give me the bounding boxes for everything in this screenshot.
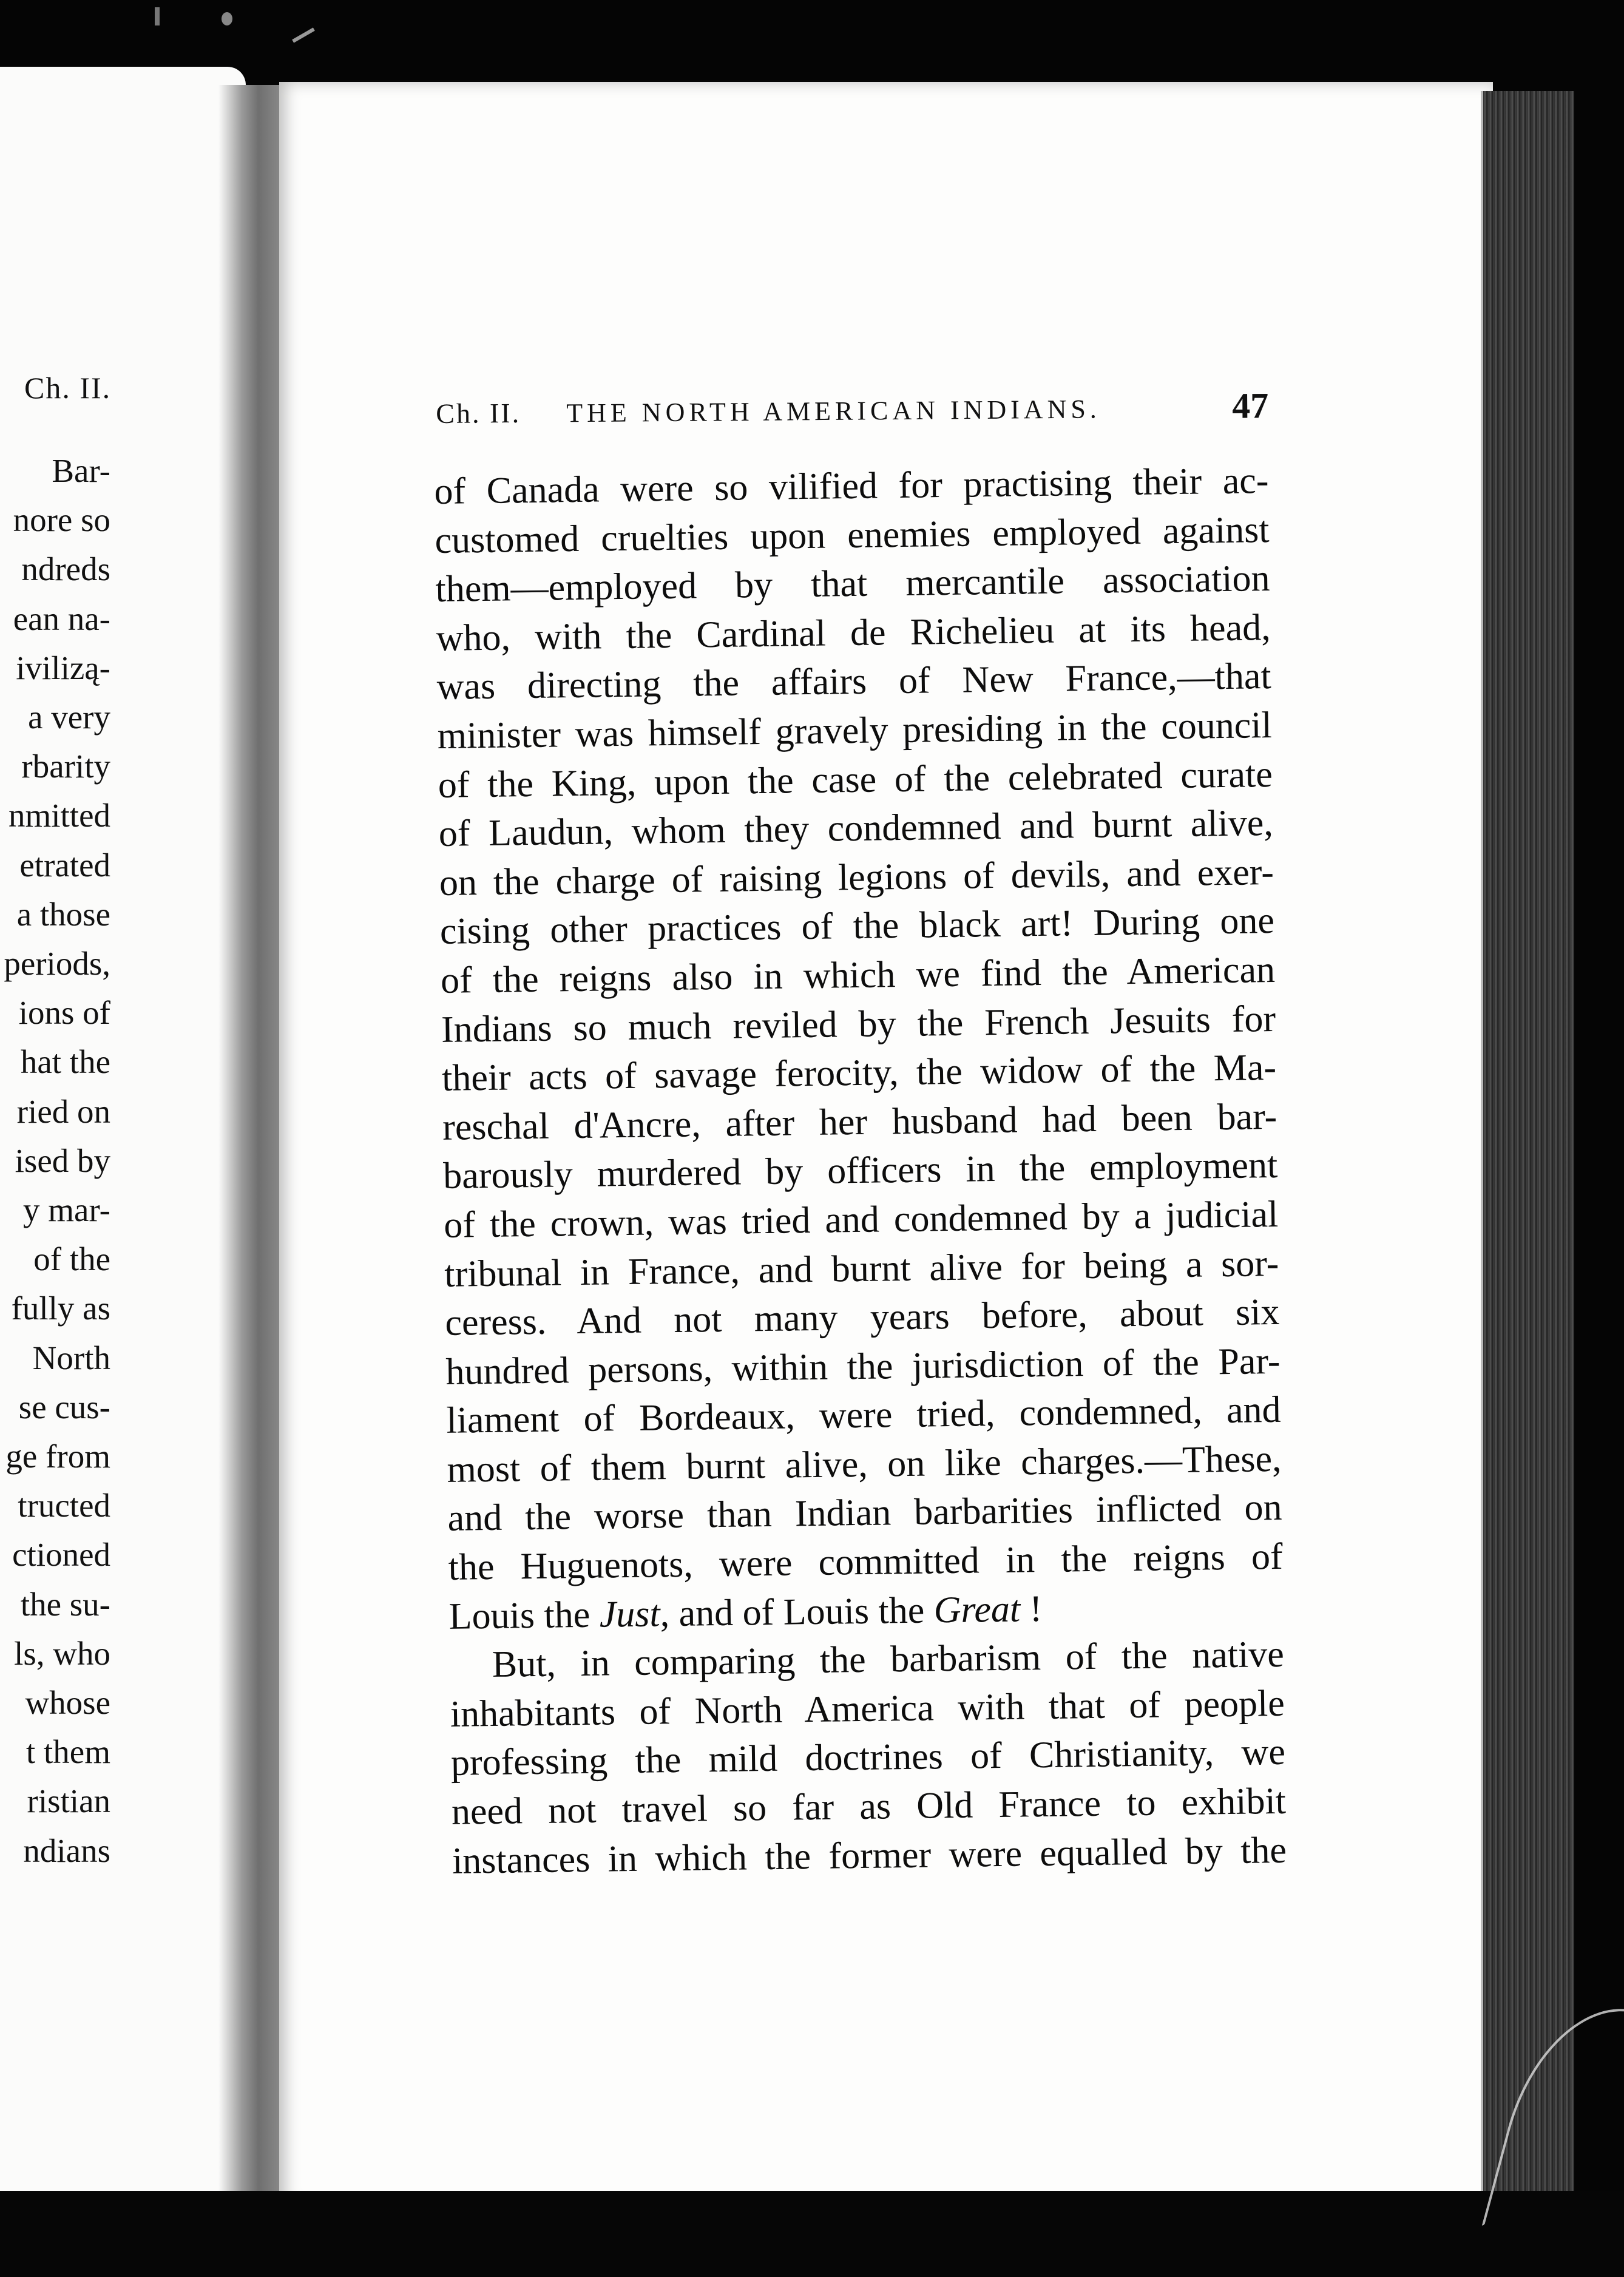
text-line-fragment: ried on (16, 1092, 110, 1130)
text-line: But, in comparing the barbarism of the native (492, 1634, 1285, 1686)
text-line-fragment: a very (28, 699, 110, 736)
text-line-fragment: ristian (27, 1782, 110, 1820)
text-line-fragment: nmitted (8, 797, 110, 834)
text-line-fragment: Bar- (52, 452, 110, 489)
text-line: Indians so much reviled by the French Jesuits for (441, 998, 1276, 1051)
text-line-fragment: ge from (5, 1438, 110, 1475)
text-line: minister was himself gravely presiding in the council (437, 704, 1273, 757)
text-line-fragment: ean na- (13, 600, 110, 637)
text-line-fragment: y mar- (23, 1191, 110, 1229)
page-body-text (434, 456, 1287, 1886)
running-head (436, 385, 1269, 440)
text-line: of the crown, was tried and condemned by a judicial (443, 1193, 1279, 1246)
text-run: ! (1020, 1588, 1043, 1630)
text-line-fragment: ivilizą- (16, 649, 110, 686)
text-line-fragment: a those (16, 895, 110, 933)
text-line: most of them burnt alive, on like charges.—These, (447, 1438, 1282, 1490)
text-line-fragment: fully as (11, 1290, 110, 1327)
text-line: customed cruelties upon enemies employed against (435, 509, 1270, 561)
text-line: of the reigns also in which we find the American (440, 949, 1276, 1001)
text-line: need not travel so far as Old France to exhibit (451, 1780, 1287, 1833)
text-line-fragment: nore so (13, 501, 110, 539)
paragraph (449, 1630, 1287, 1886)
text-line-fragment: of the (33, 1240, 110, 1278)
text-run: , and of Louis the (660, 1589, 935, 1634)
text-line: who, with the Cardinal de Richelieu at its head, (436, 606, 1271, 659)
text-line-fragment: whose (25, 1684, 110, 1722)
text-line: inhabitants of North America with that of people (450, 1682, 1285, 1735)
text-line: liament of Bordeaux, were tried, condemned, and (446, 1389, 1281, 1442)
text-line: barously murdered by officers in the employment (442, 1145, 1278, 1197)
page-fore-edge (1481, 91, 1574, 2221)
book-title: THE NORTH AMERICAN INDIANS. (566, 394, 1101, 428)
text-line: cising other practices of the black art! During one (439, 900, 1275, 953)
text-line: of the King, upon the case of the celebrated curate (438, 753, 1273, 806)
text-line: their acts of savage ferocity, the widow of the Ma- (441, 1047, 1277, 1100)
paragraph (434, 456, 1283, 1592)
text-line: tribunal in France, and burnt alive for being a sor- (444, 1242, 1279, 1295)
text-line: on the charge of raising legions of devils, and exer- (439, 851, 1274, 904)
dust-speck (155, 7, 160, 25)
italic-text: Just (599, 1592, 661, 1636)
text-line-fragment: ndreds (21, 550, 110, 588)
text-line-fragment: rbarity (21, 748, 110, 785)
text-line-fragment: tructed (18, 1487, 110, 1524)
text-line-fragment: North (32, 1339, 110, 1376)
text-line-fragment: ions of (18, 994, 110, 1032)
text-line-fragment: ndians (23, 1832, 110, 1869)
text-line: reschal d'Ancre, after her husband had been bar- (442, 1095, 1277, 1148)
text-line: and the worse than Indian barbarities inflicted on (447, 1487, 1283, 1540)
dust-speck (292, 27, 315, 42)
text-line-fragment: ls, who (14, 1634, 110, 1672)
text-line: instances in which the former were equalled by the (452, 1829, 1287, 1882)
text-line: hundred persons, within the jurisdiction of the Par- (445, 1340, 1281, 1393)
text-line-fragment: se cus- (18, 1388, 110, 1426)
text-line-fragment: hat the (20, 1043, 110, 1081)
text-line-fragment: ised by (15, 1142, 110, 1179)
text-line-fragment: etrated (19, 846, 110, 884)
text-line-fragment: the su- (20, 1585, 110, 1623)
text-line: of Canada were so vilified for practising their ac- (434, 460, 1269, 512)
text-line: ceress. And not many years before, about six (445, 1291, 1280, 1344)
dust-speck (222, 12, 232, 25)
text-run: Louis the (448, 1594, 600, 1637)
book-gutter (218, 85, 285, 2191)
text-line-fragment: periods, (4, 945, 110, 983)
chapter-label: Ch. II. (436, 397, 521, 429)
text-line-fragment: t them (25, 1733, 110, 1771)
text-line: the Huguenots, were committed in the reigns of (448, 1535, 1284, 1588)
text-line: of Laudun, whom they condemned and burnt alive, (438, 802, 1274, 855)
text-line: them—employed by that mercantile association (435, 558, 1270, 611)
italic-text: Great (933, 1588, 1021, 1631)
left-running-head: Ch. II. (24, 371, 112, 405)
text-line-fragment: ctioned (12, 1536, 110, 1574)
left-page-text (0, 446, 110, 1875)
scan-border (0, 2191, 1624, 2277)
text-line: professing the mild doctrines of Christianity, we (450, 1731, 1286, 1784)
page-number: 47 (1231, 385, 1269, 426)
text-line: was directing the affairs of New France,—that (436, 655, 1272, 708)
